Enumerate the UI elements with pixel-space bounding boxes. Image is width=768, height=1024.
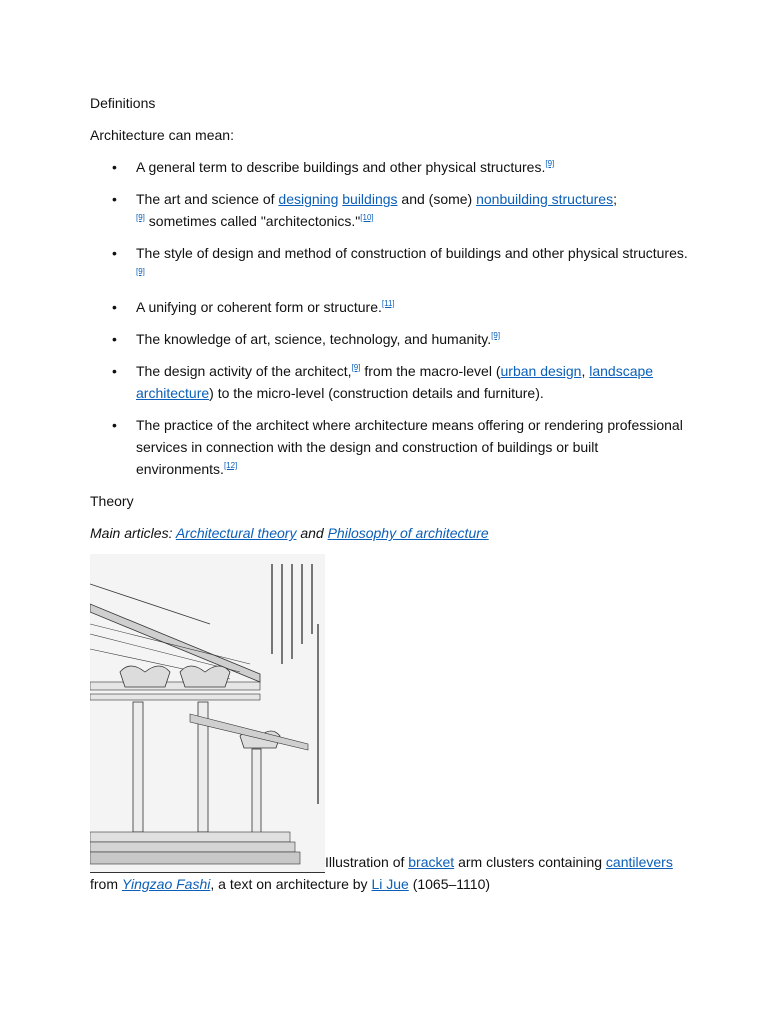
document-body [90, 92, 690, 895]
link-landscape-architecture[interactable]: landscape architecture [136, 363, 654, 401]
list-item: • The style of design and method of construction of buildings and other physical structures.[9] [90, 242, 690, 286]
citation-link[interactable]: [12] [223, 461, 238, 470]
figure-block [90, 554, 690, 895]
definitions-list [90, 156, 690, 480]
link-li-jue[interactable]: Li Jue [371, 876, 409, 892]
figure-caption: Illustration of bracket arm clusters containing cantilevers from Yingzao Fashi, a text on architecture by Li Jue (1065–1110) [90, 854, 673, 892]
citation-link[interactable]: [9] [491, 331, 501, 340]
list-item: • The practice of the architect where architecture means offering or rendering professional services in connection with the design and construction of buildings or built environments.[12] [90, 414, 690, 480]
citation-link[interactable]: [9] [545, 159, 555, 168]
link-nonbuilding-structures[interactable]: nonbuilding structures [476, 191, 614, 207]
list-item: • The art and science of designing buildings and (some) nonbuilding structures; [9] sometimes called "architectonics."[10] [90, 188, 690, 232]
architecture-illustration [90, 554, 325, 873]
link-bracket[interactable]: bracket [408, 854, 455, 870]
link-yingzao-fashi[interactable]: Yingzao Fashi [121, 876, 211, 892]
heading-theory: Theory [90, 493, 134, 509]
link-designing[interactable]: designing [278, 191, 339, 207]
link-cantilevers[interactable]: cantilevers [605, 854, 673, 870]
link-urban-design[interactable]: urban design [500, 363, 582, 379]
citation-link[interactable]: [11] [381, 299, 395, 308]
main-articles: Main articles: Architectural theory and Philosophy of architecture [90, 525, 489, 541]
citation-link[interactable]: [9] [136, 267, 145, 276]
list-item: • A general term to describe buildings and other physical structures.[9] [90, 156, 690, 178]
heading-definitions: Definitions [90, 95, 156, 111]
list-item: • The design activity of the architect,[9] from the macro-level (urban design, landscape architecture) to the micro-level (construction details and furniture). [90, 360, 690, 404]
citation-link[interactable]: [9] [136, 213, 145, 222]
intro-text: Architecture can mean: [90, 127, 234, 143]
list-item: • The knowledge of art, science, technology, and humanity.[9] [90, 328, 690, 350]
link-buildings[interactable]: buildings [342, 191, 398, 207]
list-item: • A unifying or coherent form or structure.[11] [90, 296, 690, 318]
link-philosophy-of-architecture[interactable]: Philosophy of architecture [327, 525, 489, 541]
citation-link[interactable]: [9] [351, 363, 361, 372]
link-architectural-theory[interactable]: Architectural theory [175, 525, 297, 541]
citation-link[interactable]: [10] [360, 213, 374, 222]
